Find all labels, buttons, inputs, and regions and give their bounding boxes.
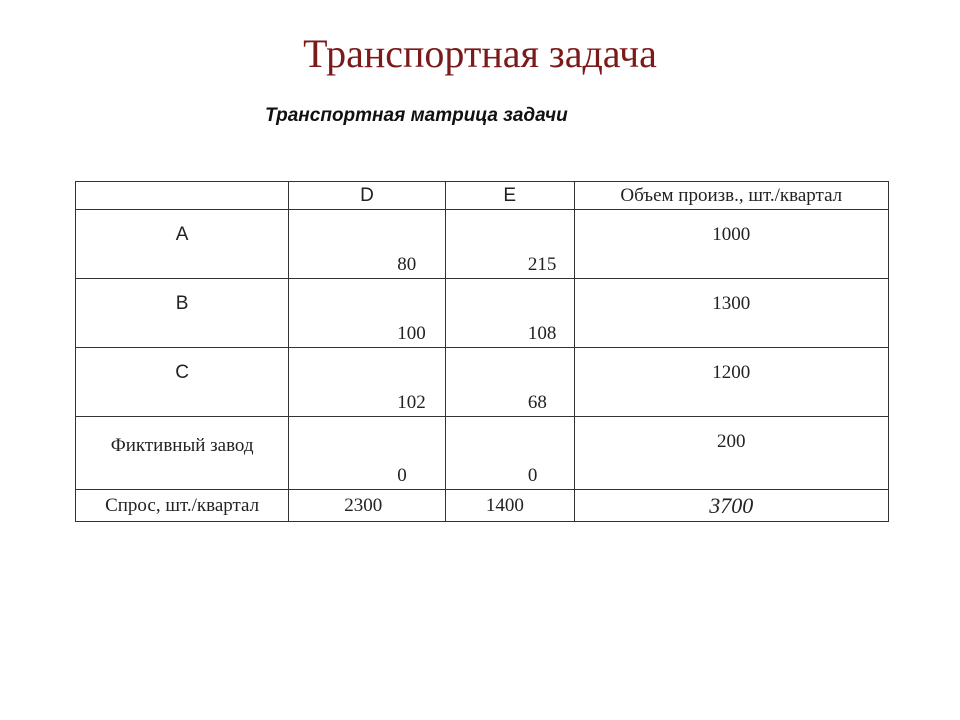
table-row [76, 279, 889, 348]
demand-d: 2300 [289, 490, 446, 522]
header-e: E [445, 182, 574, 210]
cost-cell-e [445, 417, 574, 490]
cost-cell-e [445, 279, 574, 348]
cost-value: 108 [527, 323, 557, 344]
demand-e: 1400 [445, 490, 574, 522]
cost-value: 68 [527, 392, 547, 413]
header-corner-cell [76, 182, 289, 210]
table-header-row [76, 182, 889, 210]
volume-cell: 1300 [574, 279, 888, 348]
volume-cell: 1200 [574, 348, 888, 417]
cost-value: 215 [527, 254, 557, 275]
demand-row [76, 490, 889, 522]
cost-cell-d [289, 210, 446, 279]
table-row [76, 210, 889, 279]
demand-label: Спрос, шт./квартал [76, 490, 289, 522]
table-row [76, 348, 889, 417]
cost-value: 100 [397, 323, 426, 344]
cost-cell-e [445, 348, 574, 417]
table-caption: Транспортная матрица задачи [265, 105, 568, 126]
table-row [76, 417, 889, 490]
cost-cell-d [289, 348, 446, 417]
cost-value: 80 [397, 254, 417, 275]
cost-cell-d [289, 279, 446, 348]
cost-cell-e [445, 210, 574, 279]
transport-matrix-table [75, 181, 889, 522]
row-label: B [76, 279, 289, 348]
cost-value: 102 [397, 392, 426, 413]
row-label: Фиктивный завод [76, 417, 289, 490]
cost-value: 0 [397, 465, 407, 486]
row-label: C [76, 348, 289, 417]
row-label: A [76, 210, 289, 279]
cost-value: 0 [527, 465, 538, 486]
total-value: 3700 [574, 490, 888, 522]
header-volume: Объем произв., шт./квартал [574, 182, 888, 210]
header-d: D [289, 182, 446, 210]
volume-cell: 1000 [574, 210, 888, 279]
volume-cell: 200 [574, 417, 888, 490]
cost-cell-d [289, 417, 446, 490]
slide-title: Транспортная задача [303, 31, 657, 76]
